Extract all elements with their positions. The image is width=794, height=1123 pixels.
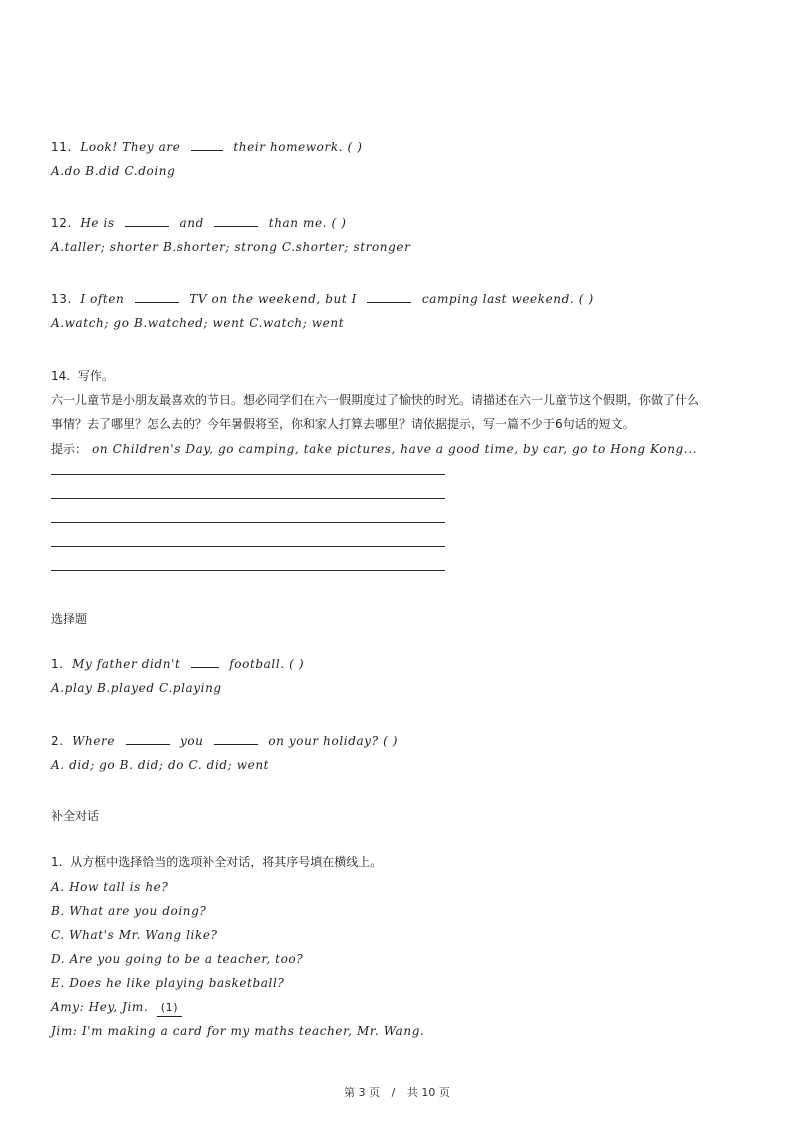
answer-blank[interactable]: [126, 734, 170, 745]
dialog-option-b: B. What are you doing?: [51, 904, 207, 918]
question-12: [51, 215, 347, 231]
question-text: I often: [80, 292, 125, 306]
question-11-options: A.do B.did C.doing: [51, 164, 176, 178]
dialog-option-c: C. What's Mr. Wang like?: [51, 928, 218, 942]
question-number: 14.: [51, 369, 71, 383]
question-text: Look! They are: [80, 140, 181, 154]
question-14-prompt-line-1: 六一儿童节是小朋友最喜欢的节日。想必同学们在六一假期度过了愉快的时光。请描述在六一儿童节这个假期，你做了什么: [51, 393, 700, 407]
hint-label: 提示：: [51, 442, 88, 456]
answer-blank[interactable]: [125, 216, 169, 227]
question-text: My father didn't: [72, 657, 181, 671]
question-text: and: [179, 216, 204, 230]
question-13-options: A.watch; go B.watched; went C.watch; went: [51, 316, 345, 330]
writing-line[interactable]: [51, 498, 445, 499]
dialog-option-d: D. Are you going to be a teacher, too?: [51, 952, 304, 966]
dialog-option-a: A. How tall is he?: [51, 880, 169, 894]
hint-text: on Children's Day, go camping, take pictures, have a good time, by car, go to Hong Kong...: [92, 442, 698, 456]
writing-line[interactable]: [51, 546, 445, 547]
question-instruction: 从方框中选择恰当的选项补全对话，将其序号填在横线上。: [70, 855, 383, 869]
question-number: 13.: [51, 292, 72, 306]
question-text: camping last weekend. ( ): [421, 292, 594, 306]
question-number: 11.: [51, 140, 72, 154]
question-number: 12.: [51, 216, 72, 230]
dialog-line-jim: Jim: I'm making a card for my maths teacher, Mr. Wang.: [51, 1024, 425, 1038]
answer-blank[interactable]: [191, 140, 223, 151]
question-number: 1.: [51, 855, 63, 869]
choice-question-2: [51, 733, 398, 749]
question-14-prompt-line-2: 事情？去了哪里？怎么去的？今年暑假将至，你和家人打算去哪里？请依据提示，写一篇不少于6句话的短文。: [51, 417, 635, 431]
answer-blank[interactable]: [214, 216, 258, 227]
answer-blank[interactable]: [214, 734, 258, 745]
question-text: He is: [80, 216, 115, 230]
writing-line[interactable]: [51, 474, 445, 475]
choice-question-2-options: A. did; go B. did; do C. did; went: [51, 758, 270, 772]
question-12-options: A.taller; shorter B.shorter; strong C.shorter; stronger: [51, 240, 411, 254]
writing-line[interactable]: [51, 522, 445, 523]
question-text: you: [179, 734, 204, 748]
page-number: 第 3 页: [344, 1086, 381, 1099]
answer-blank[interactable]: [367, 292, 411, 303]
question-text: their homework. ( ): [233, 140, 363, 154]
page-footer: [0, 1084, 794, 1100]
section-heading-dialog: 补全对话: [51, 809, 100, 823]
choice-question-1: [51, 656, 304, 672]
dialog-line-amy: [51, 999, 182, 1017]
dialog-option-e: E. Does he like playing basketball?: [51, 976, 285, 990]
page-total: 共 10 页: [406, 1086, 450, 1099]
answer-blank[interactable]: [191, 657, 219, 668]
answer-blank[interactable]: [135, 292, 179, 303]
question-number: 2.: [51, 734, 64, 748]
question-number: 1.: [51, 657, 64, 671]
choice-question-1-options: A.play B.played C.playing: [51, 681, 222, 695]
section-heading-choice: 选择题: [51, 612, 88, 626]
question-text: than me. ( ): [268, 216, 347, 230]
writing-line[interactable]: [51, 570, 445, 571]
answer-blank[interactable]: (1): [157, 1000, 182, 1017]
question-11: [51, 139, 363, 155]
page-separator: /: [391, 1086, 396, 1099]
question-14-hint: [51, 440, 697, 457]
question-text: football. ( ): [229, 657, 305, 671]
dialog-question-1: [51, 854, 382, 870]
question-13: [51, 291, 594, 307]
question-text: 写作。: [77, 369, 114, 383]
question-text: TV on the weekend, but I: [189, 292, 358, 306]
question-14-title: [51, 368, 114, 384]
question-text: on your holiday? ( ): [268, 734, 399, 748]
question-text: Where: [72, 734, 116, 748]
dialog-text: Amy: Hey, Jim.: [51, 1000, 149, 1014]
